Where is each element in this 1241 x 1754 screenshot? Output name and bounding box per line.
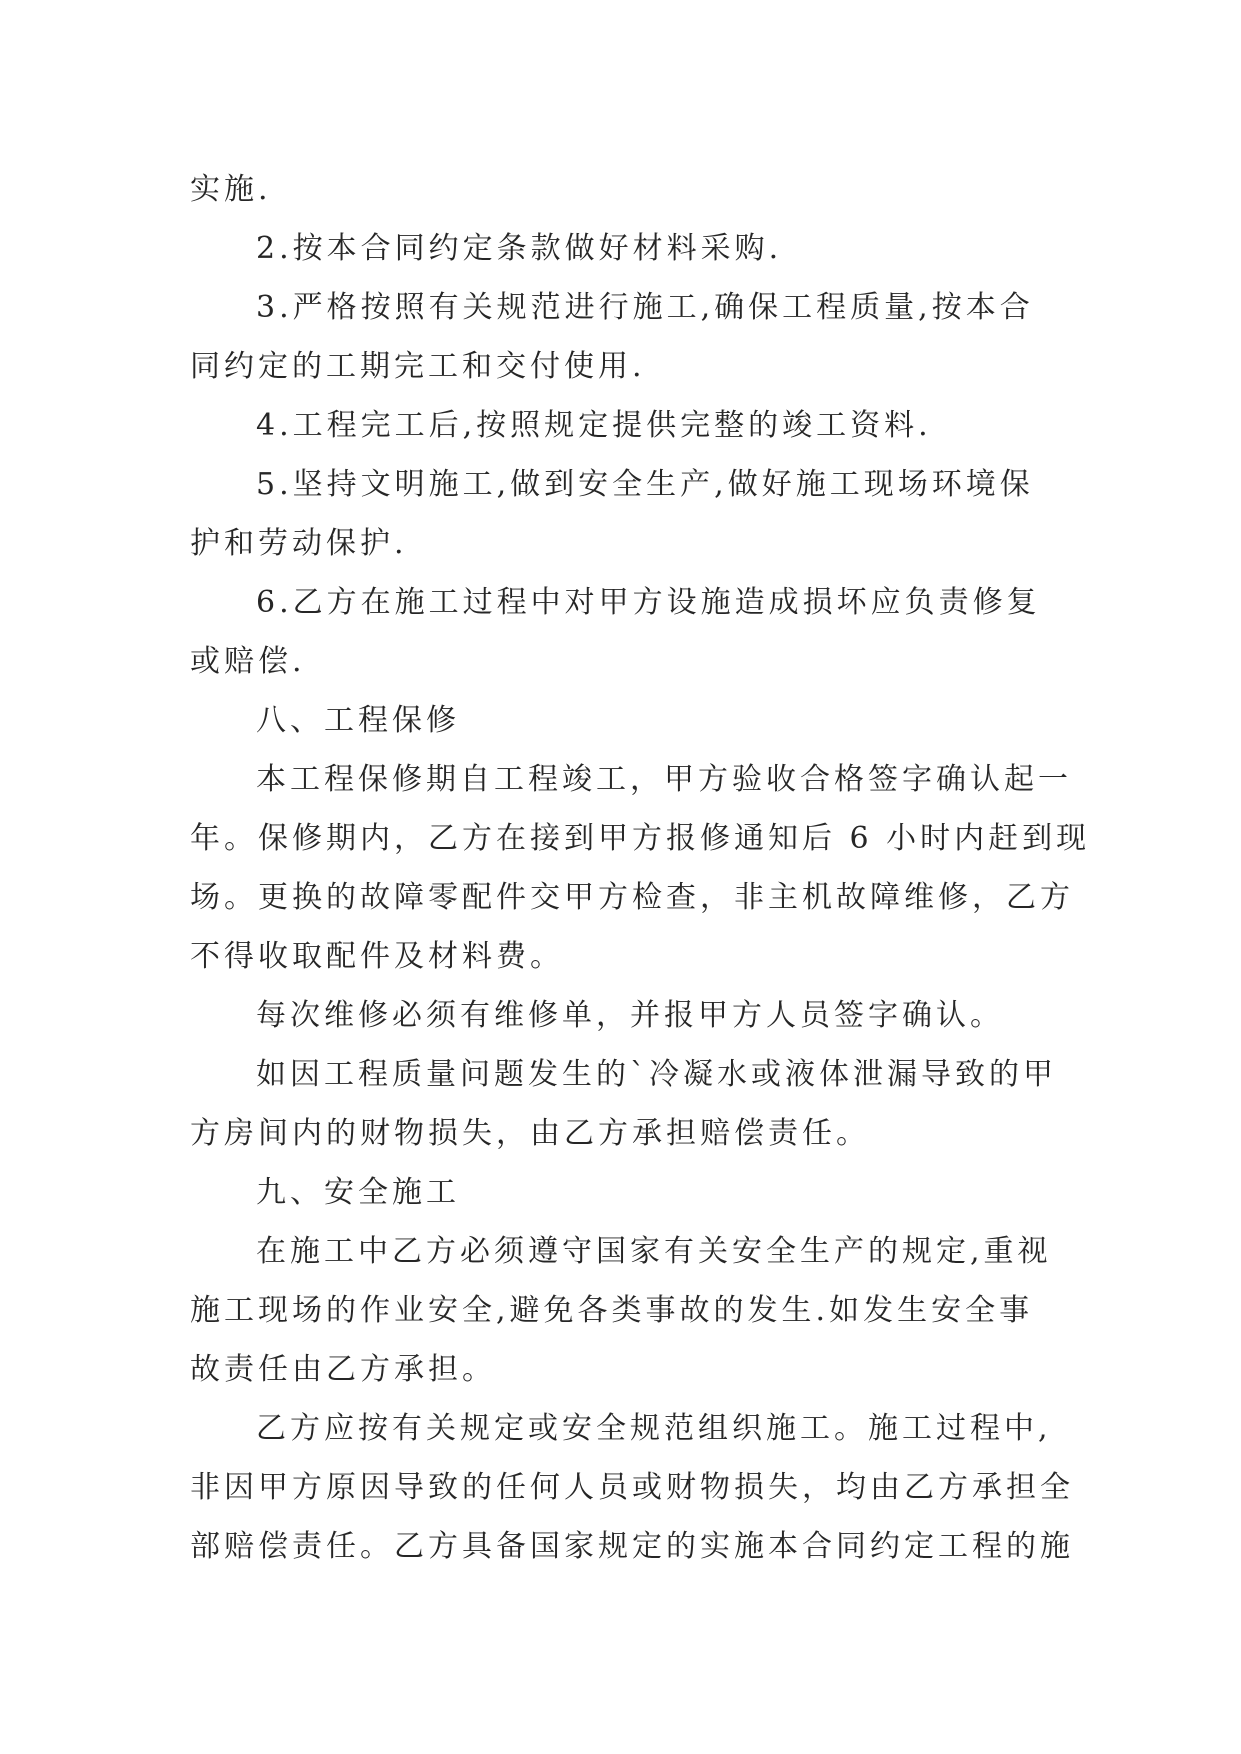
text-line: 每次维修必须有维修单，并报甲方人员签字确认。: [256, 998, 1004, 1033]
text-line: 同约定的工期完工和交付使用.: [190, 349, 646, 384]
text-line: 6.乙方在施工过程中对甲方设施造成损坏应负责修复: [256, 585, 1041, 620]
text-line: 不得收取配件及材料费。: [190, 939, 564, 974]
text-line: 乙方应按有关规定或安全规范组织施工。施工过程中,: [256, 1411, 1052, 1446]
text-line: 如因工程质量问题发生的`冷凝水或液体泄漏导致的甲: [256, 1057, 1057, 1092]
section-heading: 八、工程保修: [256, 703, 460, 738]
section-heading: 九、安全施工: [256, 1175, 460, 1210]
text-line: 4.工程完工后,按照规定提供完整的竣工资料.: [256, 408, 932, 443]
text-line: 场。更换的故障零配件交甲方检查，非主机故障维修，乙方: [190, 880, 1074, 915]
text-line: 年。保修期内，乙方在接到甲方报修通知后 6 小时内赶到现: [190, 821, 1091, 856]
document-body: [190, 160, 1091, 1576]
text-line: 施工现场的作业安全,避免各类事故的发生.如发生安全事: [190, 1293, 1034, 1328]
text-line: 实施.: [190, 172, 272, 207]
text-line: 护和劳动保护.: [190, 526, 408, 561]
text-line: 方房间内的财物损失，由乙方承担赔偿责任。: [190, 1116, 870, 1151]
text-line: 或赔偿.: [190, 644, 306, 679]
text-line: 非因甲方原因导致的任何人员或财物损失，均由乙方承担全: [190, 1470, 1074, 1505]
text-line: 5.坚持文明施工,做到安全生产,做好施工现场环境保: [256, 467, 1034, 502]
text-line: 2.按本合同约定条款做好材料采购.: [256, 231, 783, 266]
text-line: 故责任由乙方承担。: [190, 1352, 496, 1387]
text-line: 本工程保修期自工程竣工，甲方验收合格签字确认起一: [256, 762, 1072, 797]
text-line: 部赔偿责任。乙方具备国家规定的实施本合同约定工程的施: [190, 1529, 1074, 1564]
text-line: 在施工中乙方必须遵守国家有关安全生产的规定,重视: [256, 1234, 1052, 1269]
text-line: 3.严格按照有关规范进行施工,确保工程质量,按本合: [256, 290, 1034, 325]
